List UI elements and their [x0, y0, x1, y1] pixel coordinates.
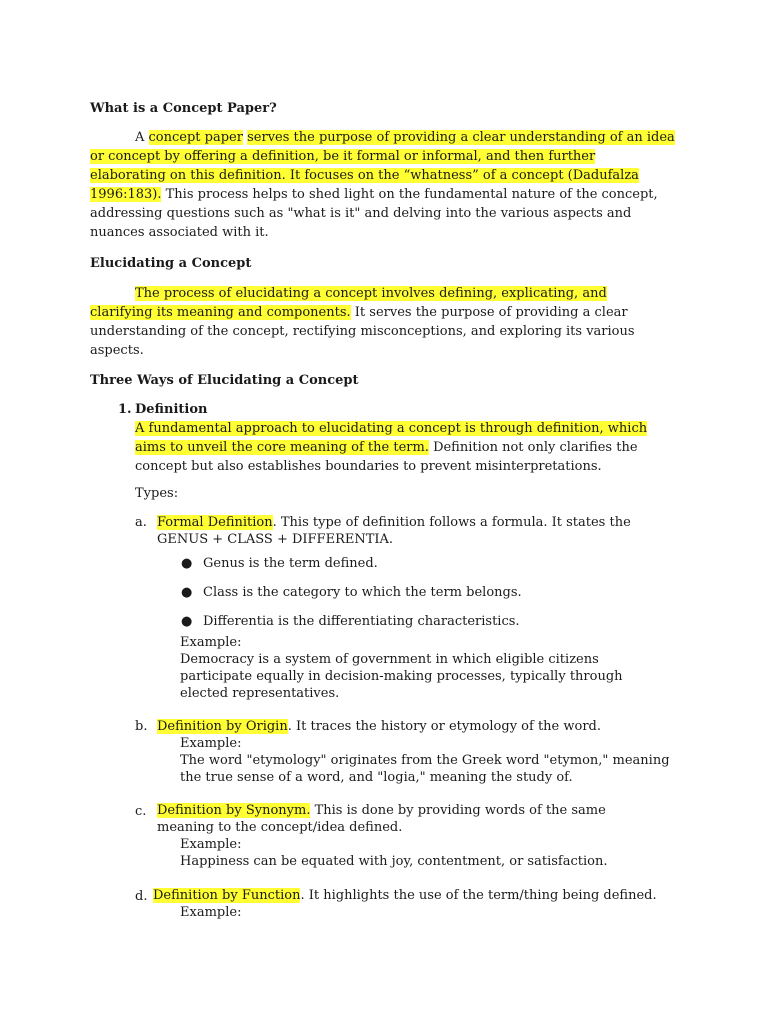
- highlight-concept-paper: concept paper: [148, 130, 243, 145]
- highlight-definition-synonym: Definition by Synonym.: [157, 803, 311, 818]
- example-text-c: Happiness can be equated with joy, contentment, or satisfaction.: [180, 854, 608, 869]
- list-letter-a: a.: [135, 515, 147, 530]
- paragraph-concept-paper: [90, 128, 675, 242]
- example-label-b: Example:: [180, 736, 242, 751]
- item-formal-definition: [157, 514, 677, 548]
- bullet-dot: ●: [181, 585, 193, 600]
- example-label-c: Example:: [180, 837, 242, 852]
- text-run: This process helps to shed light on the fundamental nature of the concept, addressing questions such as "what is it" and delving into the various aspects and nuances associated with it.: [90, 187, 658, 240]
- highlight-formal-definition: Formal Definition: [157, 515, 273, 530]
- example-text-a: Democracy is a system of government in which eligible citizens participate equally in decision-making processes, typically through elected representatives.: [180, 652, 623, 701]
- highlight-definition-function: Definition by Function: [153, 888, 301, 903]
- text-run: This is done by providing words of the same meaning to the concept/idea defined.: [157, 803, 606, 835]
- highlight-definition-origin: Definition by Origin: [157, 719, 288, 734]
- bullet-genus: Genus is the term defined.: [203, 556, 378, 571]
- heading-concept-paper: What is a Concept Paper?: [90, 101, 277, 116]
- paragraph-elucidating: [90, 284, 665, 360]
- types-label: Types:: [135, 486, 179, 501]
- heading-three-ways: Three Ways of Elucidating a Concept: [90, 373, 359, 388]
- text-run: . It highlights the use of the term/thing being defined.: [300, 888, 657, 903]
- paragraph-definition: [135, 419, 665, 476]
- list-letter-b: b.: [135, 719, 148, 734]
- list-letter-d: d.: [135, 889, 148, 904]
- list-letter-c: c.: [135, 804, 147, 819]
- text-run: Definition not only clarifies the concept but also establishes boundaries to prevent misinterpretations.: [135, 440, 638, 474]
- example-label-a: Example:: [180, 635, 242, 650]
- item-definition-title: Definition: [135, 402, 208, 417]
- example-text-b: The word "etymology" originates from the Greek word "etymon," meaning the true sense of a word, and "logia," meaning the study of.: [180, 753, 670, 785]
- item-definition-synonym: [157, 802, 627, 836]
- text-run: It serves the purpose of providing a clear understanding of the concept, rectifying misconceptions, and exploring its various aspects.: [90, 305, 635, 358]
- heading-elucidating-concept: Elucidating a Concept: [90, 256, 252, 271]
- example-label-d: Example:: [180, 905, 242, 920]
- text-run: . This type of definition follows a formula. It states the GENUS + CLASS + DIFFERENTIA.: [157, 515, 631, 547]
- bullet-dot: ●: [181, 556, 193, 571]
- text-run: A: [135, 130, 149, 145]
- highlight-elucidating: The process of elucidating a concept involves defining, explicating, and clarifying its meaning and components.: [90, 286, 607, 320]
- bullet-differentia: Differentia is the differentiating characteristics.: [203, 614, 520, 629]
- highlight-definition-purpose: serves the purpose of providing a clear understanding of an idea or concept by offering a definition, be it formal or informal, and then further elaborating on this definition. It focuses on the “whatness” of a concept (Dadufalza 1996:183).: [90, 130, 675, 202]
- bullet-dot: ●: [181, 614, 193, 629]
- item-definition-origin: [157, 718, 677, 735]
- bullet-class: Class is the category to which the term belongs.: [203, 585, 522, 600]
- item-definition-function: [153, 887, 693, 904]
- text-run: . It traces the history or etymology of the word.: [287, 719, 601, 734]
- list-number-1: 1.: [118, 402, 132, 417]
- highlight-definition: A fundamental approach to elucidating a concept is through definition, which aims to unveil the core meaning of the term.: [135, 421, 648, 455]
